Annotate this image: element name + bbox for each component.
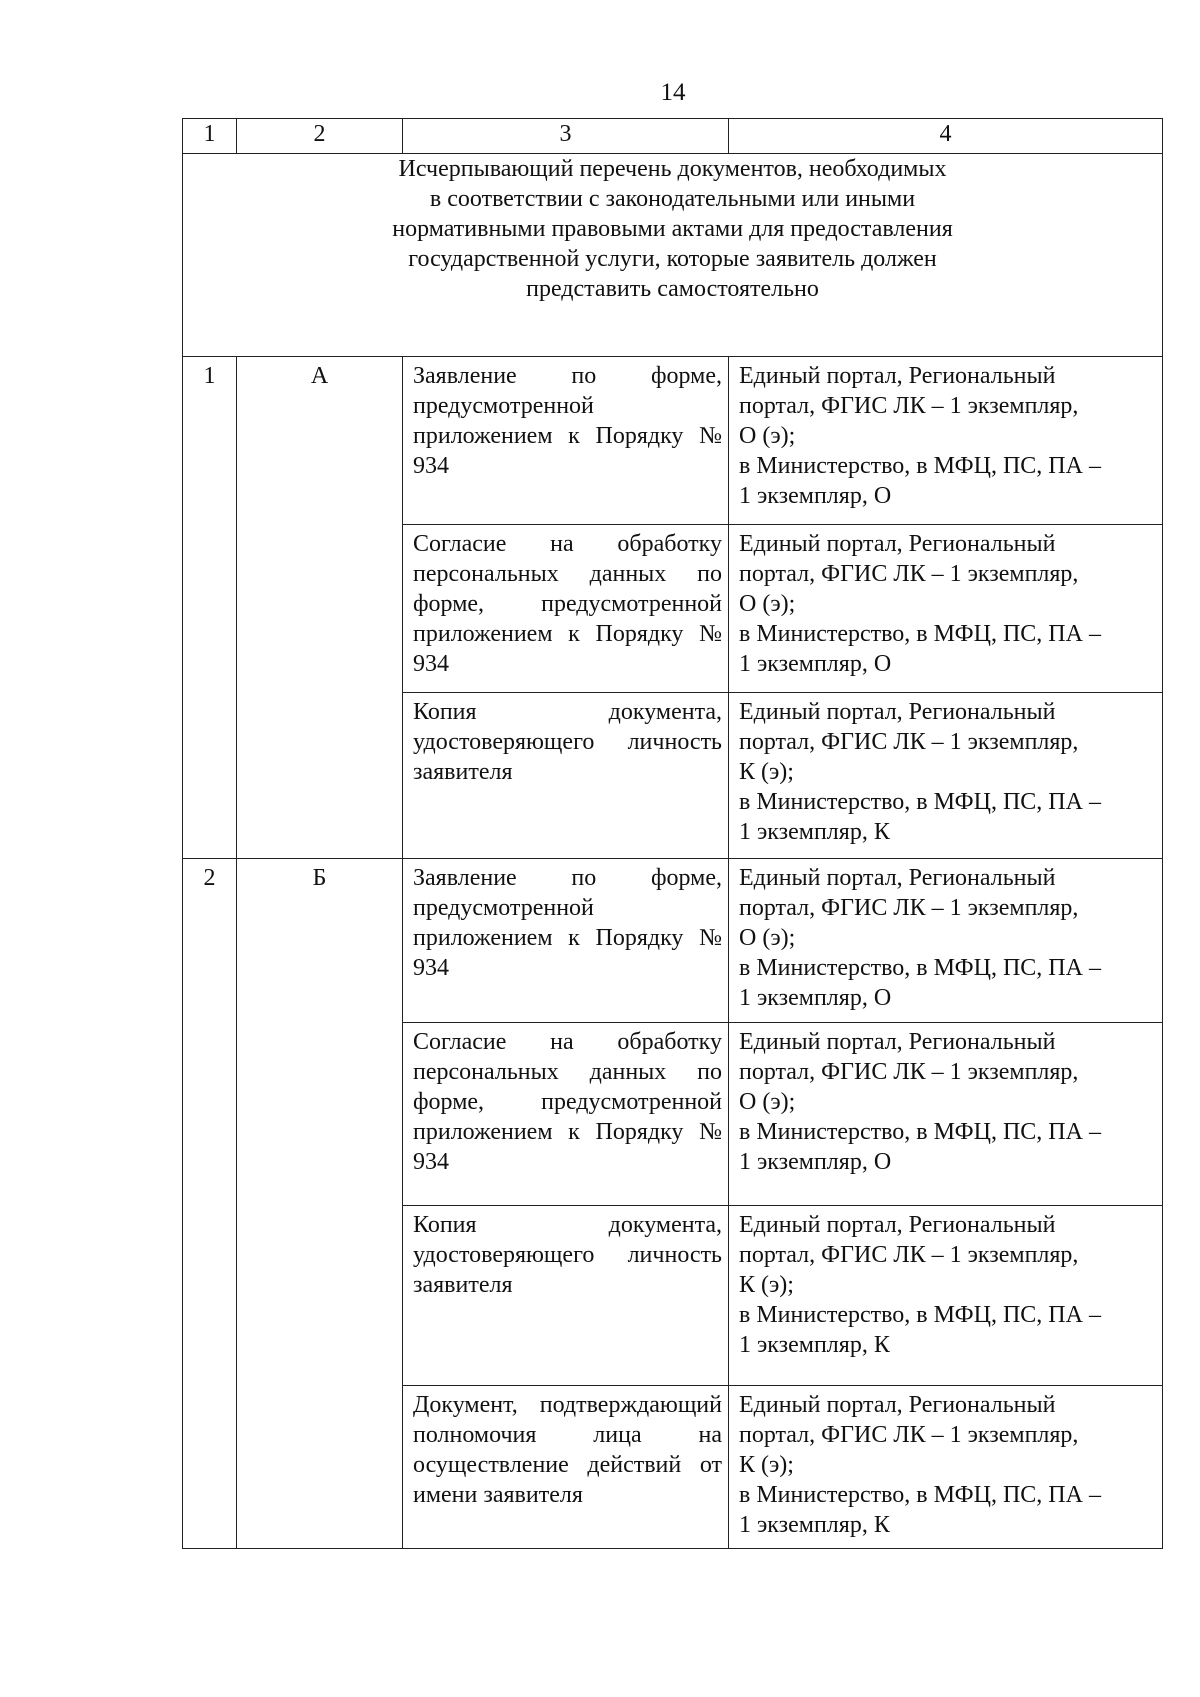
submission-method-line: 1 экземпляр, О: [739, 1149, 892, 1175]
submission-method-line: портал, ФГИС ЛК – 1 экземпляр,: [739, 1422, 1079, 1448]
document-name: Заявление по форме, предусмотренной приложением к Порядку № 934: [403, 859, 729, 1023]
submission-method-line: 1 экземпляр, О: [739, 651, 892, 677]
table-row: [183, 859, 1163, 1023]
submission-method-line: О (э);: [739, 1089, 796, 1115]
submission-method: [729, 525, 1163, 693]
submission-method-line: 1 экземпляр, К: [739, 819, 890, 845]
submission-method-line: в Министерство, в МФЦ, ПС, ПА –: [739, 955, 1101, 981]
table-row: [183, 357, 1163, 525]
submission-method-line: Единый портал, Региональный: [739, 865, 1056, 891]
submission-method: [729, 1023, 1163, 1206]
submission-method-line: в Министерство, в МФЦ, ПС, ПА –: [739, 1302, 1101, 1328]
header-cell: 4: [729, 119, 1163, 154]
submission-method-line: О (э);: [739, 591, 796, 617]
section-title-line: в соответствии с законодательными или иными: [429, 186, 916, 212]
submission-method-line: Единый портал, Региональный: [739, 363, 1056, 389]
submission-method-line: Единый портал, Региональный: [739, 1392, 1056, 1418]
section-title: [183, 154, 1163, 357]
submission-method-line: в Министерство, в МФЦ, ПС, ПА –: [739, 453, 1101, 479]
document-name: Согласие на обработку персональных данных по форме, предусмотренной приложением к Порядку № 934: [403, 525, 729, 693]
table-header-row: [183, 119, 1163, 154]
document-name: Документ, подтверждающий полномочия лица на осуществление действий от имени заявителя: [403, 1386, 729, 1549]
submission-method-line: в Министерство, в МФЦ, ПС, ПА –: [739, 621, 1101, 647]
submission-method: [729, 859, 1163, 1023]
submission-method-line: К (э);: [739, 1272, 794, 1298]
submission-method-line: в Министерство, в МФЦ, ПС, ПА –: [739, 1482, 1101, 1508]
submission-method-line: портал, ФГИС ЛК – 1 экземпляр,: [739, 561, 1079, 587]
submission-method-line: в Министерство, в МФЦ, ПС, ПА –: [739, 1119, 1101, 1145]
submission-method-line: в Министерство, в МФЦ, ПС, ПА –: [739, 789, 1101, 815]
page-number: 14: [660, 79, 686, 106]
section-title-line: нормативными правовыми актами для предоставления: [392, 216, 953, 242]
submission-method-line: О (э);: [739, 925, 796, 951]
submission-method: [729, 357, 1163, 525]
applicant-category: А: [237, 357, 403, 859]
submission-method: [729, 1206, 1163, 1386]
section-title-row: [183, 154, 1163, 357]
submission-method-line: 1 экземпляр, О: [739, 483, 892, 509]
submission-method-line: К (э);: [739, 1452, 794, 1478]
document-name: Копия документа, удостоверяющего личность заявителя: [403, 693, 729, 859]
section-title-line: Исчерпывающий перечень документов, необходимых: [398, 156, 947, 182]
header-cell: 2: [237, 119, 403, 154]
submission-method-line: портал, ФГИС ЛК – 1 экземпляр,: [739, 729, 1079, 755]
header-cell: 3: [403, 119, 729, 154]
document-name: Заявление по форме, предусмотренной приложением к Порядку № 934: [403, 357, 729, 525]
submission-method-line: Единый портал, Региональный: [739, 531, 1056, 557]
section-title-line: государственной услуги, которые заявитель должен: [408, 246, 937, 272]
submission-method-line: портал, ФГИС ЛК – 1 экземпляр,: [739, 393, 1079, 419]
submission-method-line: 1 экземпляр, К: [739, 1512, 890, 1538]
submission-method-line: портал, ФГИС ЛК – 1 экземпляр,: [739, 1059, 1079, 1085]
header-cell: 1: [183, 119, 237, 154]
submission-method-line: Единый портал, Региональный: [739, 1212, 1056, 1238]
document-name: Согласие на обработку персональных данных по форме, предусмотренной приложением к Порядку № 934: [403, 1023, 729, 1206]
submission-method: [729, 693, 1163, 859]
submission-method-line: О (э);: [739, 423, 796, 449]
submission-method: [729, 1386, 1163, 1549]
submission-method-line: К (э);: [739, 759, 794, 785]
documents-table: [182, 118, 1163, 1549]
submission-method-line: портал, ФГИС ЛК – 1 экземпляр,: [739, 1242, 1079, 1268]
submission-method-line: 1 экземпляр, О: [739, 985, 892, 1011]
document-name: Копия документа, удостоверяющего личность заявителя: [403, 1206, 729, 1386]
row-number: 1: [183, 357, 237, 859]
applicant-category: Б: [237, 859, 403, 1549]
submission-method-line: 1 экземпляр, К: [739, 1332, 890, 1358]
row-number: 2: [183, 859, 237, 1549]
submission-method-line: Единый портал, Региональный: [739, 1029, 1056, 1055]
section-title-line: представить самостоятельно: [526, 276, 819, 302]
submission-method-line: Единый портал, Региональный: [739, 699, 1056, 725]
submission-method-line: портал, ФГИС ЛК – 1 экземпляр,: [739, 895, 1079, 921]
